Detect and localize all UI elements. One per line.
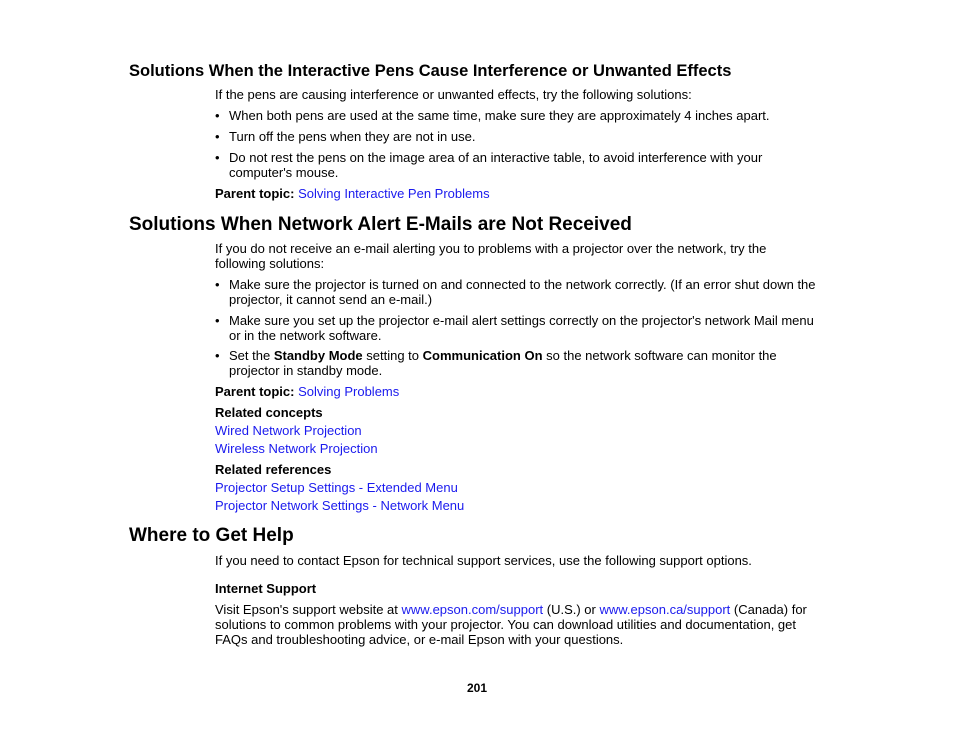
parent-topic-network: Parent topic: Solving Problems [215, 384, 400, 399]
epson-ca-link[interactable]: www.epson.ca/support [599, 602, 731, 617]
related-concept-link[interactable]: Wireless Network Projection [215, 441, 378, 456]
parent-topic-pens: Parent topic: Solving Interactive Pen Problems [215, 186, 490, 201]
related-reference-link[interactable]: Projector Setup Settings - Extended Menu [215, 480, 458, 495]
list-item: • Set the Standby Mode setting to Communication On so the network software can monitor the projector in standby mode. [215, 348, 777, 378]
related-references-label: Related references [215, 462, 332, 477]
section-heading-help: Where to Get Help [129, 525, 294, 546]
intro-network-alert: If you do not receive an e-mail alerting you to problems with a projector over the network, try the following solutions: [215, 241, 767, 271]
related-concept-link[interactable]: Wired Network Projection [215, 423, 362, 438]
list-item: • Make sure the projector is turned on and connected to the network correctly. (If an error shut down the projector, it cannot send an e-mail.) [215, 277, 816, 307]
intro-pens: If the pens are causing interference or unwanted effects, try the following solutions: [215, 87, 692, 102]
list-item: • When both pens are used at the same time, make sure they are approximately 4 inches apart. [215, 108, 770, 123]
intro-help: If you need to contact Epson for technical support services, use the following support options. [215, 553, 752, 568]
page-number: 201 [466, 681, 488, 695]
section-heading-pens: Solutions When the Interactive Pens Cause Interference or Unwanted Effects [129, 62, 732, 80]
parent-topic-link[interactable]: Solving Problems [298, 384, 400, 399]
related-reference-link[interactable]: Projector Network Settings - Network Menu [215, 498, 465, 513]
list-item: • Make sure you set up the projector e-mail alert settings correctly on the projector's network Mail menu or in the network software. [215, 313, 814, 343]
list-item: • Do not rest the pens on the image area of an interactive table, to avoid interference with your computer's mouse. [215, 150, 763, 180]
list-item: • Turn off the pens when they are not in use. [215, 129, 476, 144]
epson-us-link[interactable]: www.epson.com/support [401, 602, 544, 617]
parent-topic-link[interactable]: Solving Interactive Pen Problems [298, 186, 490, 201]
related-concepts-label: Related concepts [215, 405, 323, 420]
internet-support-heading: Internet Support [215, 581, 317, 596]
internet-support-text: Visit Epson's support website at www.epson.com/support (U.S.) or www.epson.ca/support (Canada) for solutions to common problems with your projector. You can download utilities and documentation, get FAQs and troubleshooting advice, or e-mail Epson with your questions. [215, 602, 807, 647]
section-heading-network-alert: Solutions When Network Alert E-Mails are Not Received [129, 214, 632, 235]
